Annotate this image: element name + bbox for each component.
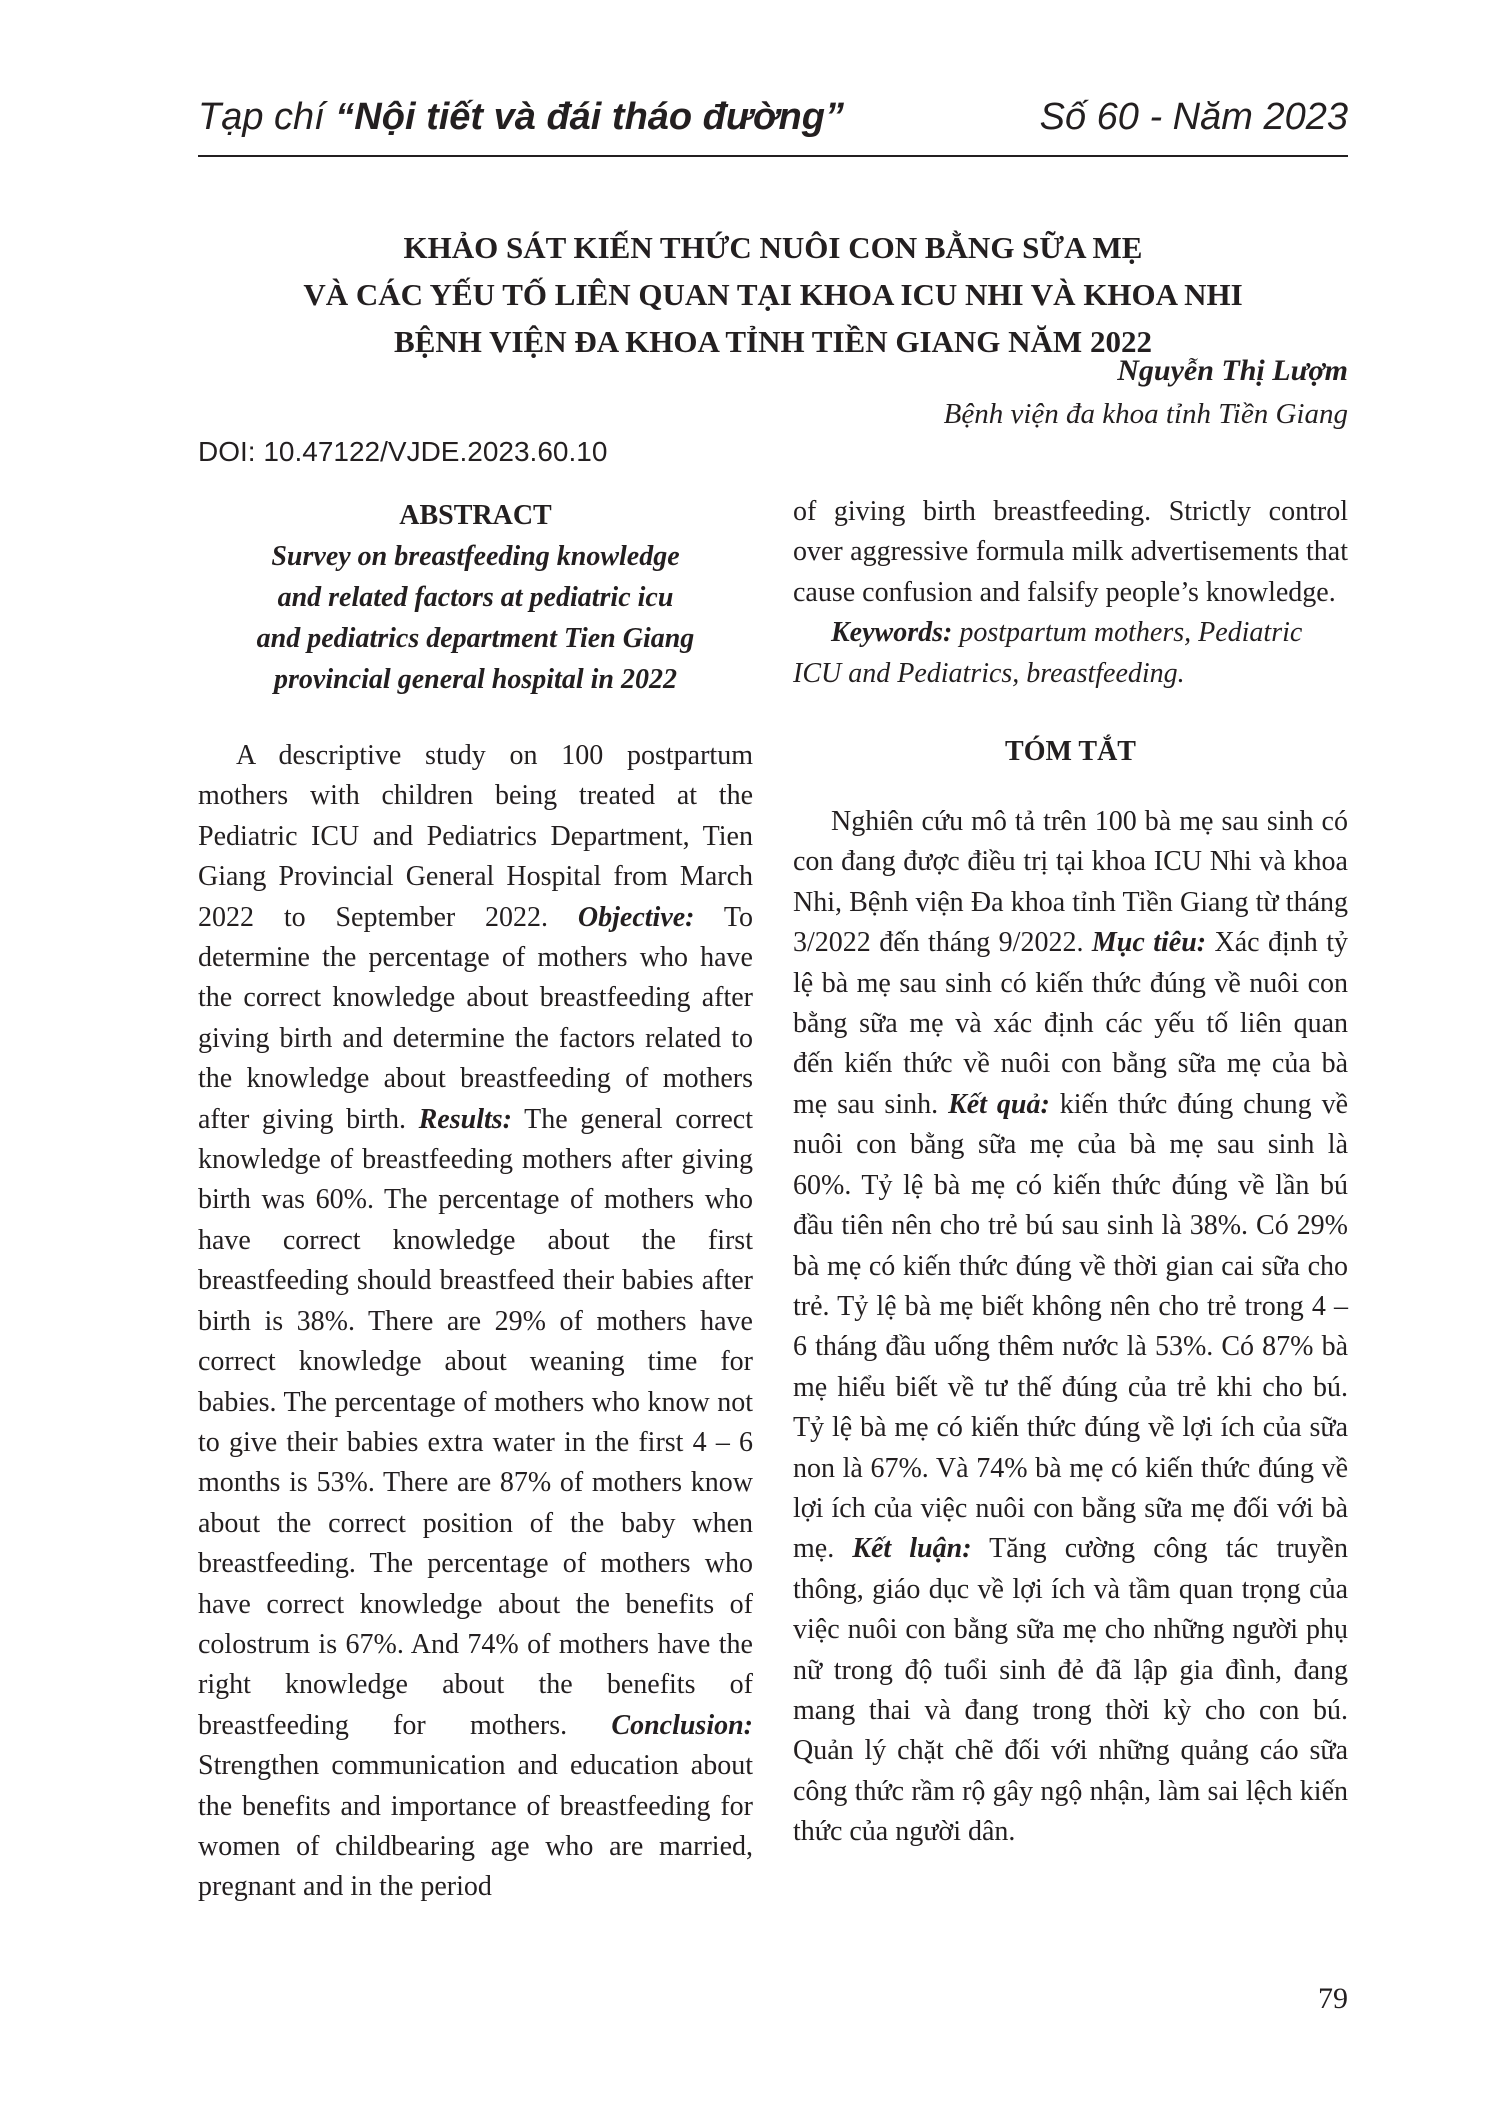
ket-qua-label: Kết quả: [948,1088,1050,1120]
abstract-heading: ABSTRACT [399,500,552,531]
tomtat-body: Nghiên cứu mô tả trên 100 bà mẹ sau sinh có con đang được điều trị tại khoa ICU Nhi và khoa Nhi, Bệnh viện Đa khoa tỉnh Tiền Giang từ tháng 3/2022 đến tháng 9/2022. Mục tiêu: Xác định tỷ lệ bà mẹ sau sinh có kiến thức đúng về nuôi con bằng sữa mẹ và xác định các yếu tố liên quan đến kiến thức về nuôi con bằng sữa mẹ của bà mẹ sau sinh. Kết quả: kiến thức đúng chung về nuôi con bằng sữa mẹ của bà mẹ sau sinh là 60%. Tỷ lệ bà mẹ có kiến thức đúng về lần bú đầu tiên nên cho trẻ bú sau sinh là 38%. Có 29% bà mẹ có kiến thức đúng về thời gian cai sữa cho trẻ. Tỷ lệ bà mẹ biết không nên cho trẻ trong 4 – 6 tháng đầu uống thêm nước là 53%. Có 87% bà mẹ hiểu biết về tư thế đúng của trẻ khi cho bú. Tỷ lệ bà mẹ có kiến thức đúng về lợi ích của sữa non là 67%. Và 74% bà mẹ có kiến thức đúng về lợi ích của việc nuôi con bằng sữa mẹ đối với bà mẹ. Kết luận: Tăng cường công tác truyền thông, giáo dục về lợi ích và tầm quan trọng của việc nuôi con bằng sữa mẹ cho những người phụ nữ trong độ tuổi sinh đẻ đã lập gia đình, đang mang thai và đang trong thời kỳ cho con bú. Quản lý chặt chẽ đối với những quảng cáo sữa công thức rầm rộ gây ngộ nhận, làm sai lệch kiến thức của người dân. [793,806,1348,1848]
muc-tieu-label: Mục tiêu: [1091,927,1207,959]
journal-name: Tạp chí “Nội tiết và đái tháo đường” [198,96,844,138]
author-name: Nguyễn Thị Lượm [1117,354,1348,387]
conclusion-label: Conclusion: [611,1709,753,1741]
title-line: VÀ CÁC YẾU TỐ LIÊN QUAN TẠI KHOA ICU NHI VÀ KHOA NHI [303,277,1243,312]
header-rule [198,155,1348,157]
english-title-line: and related factors at pediatric icu [277,582,674,613]
issue-label: Số 60 - Năm 2023 [1039,96,1348,138]
tomtat-heading: TÓM TẮT [1005,736,1136,768]
results-label: Results: [418,1103,512,1135]
english-title-line: Survey on breastfeeding knowledge [271,541,680,572]
objective-label: Objective: [577,901,695,933]
title-line: KHẢO SÁT KIẾN THỨC NUÔI CON BẰNG SỮA MẸ [403,230,1143,265]
page-number: 79 [1318,1982,1348,2015]
doi: DOI: 10.47122/VJDE.2023.60.10 [198,436,608,467]
author-affiliation: Bệnh viện đa khoa tỉnh Tiền Giang [943,398,1348,430]
keywords: Keywords: postpartum mothers, Pediatric ICU and Pediatrics, breastfeeding. [793,617,1303,689]
title-line: BỆNH VIỆN ĐA KHOA TỈNH TIỀN GIANG NĂM 2022 [394,324,1152,359]
english-title-line: and pediatrics department Tien Giang [256,623,695,654]
left-column [198,496,753,1908]
abstract-body: A descriptive study on 100 postpartum mothers with children being treated at the Pediatric ICU and Pediatrics Department, Tien Giang Provincial General Hospital from March 2022 to September 2022. Objective: To determine the percentage of mothers who have the correct knowledge about breastfeeding after giving birth and determine the factors related to the knowledge about breastfeeding of mothers after giving birth. Results: The general correct knowledge of breastfeeding mothers after giving birth was 60%. The percentage of mothers who have correct knowledge about the first breastfeeding should breastfeed their babies after birth is 38%. There are 29% of mothers have correct knowledge about weaning time for babies. The percentage of mothers who know not to give their babies extra water in the first 4 – 6 months is 53%. There are 87% of mothers know about the correct position of the baby when breastfeeding. The percentage of mothers who have correct knowledge about the benefits of colostrum is 67%. And 74% of mothers have the right knowledge about the benefits of breastfeeding for mothers. Conclusion: Strengthen communication and education about the benefits and importance of breastfeeding for women of childbearing age who are married, pregnant and in the period [198,740,753,1903]
ket-luan-label: Kết luận: [852,1533,972,1565]
abstract-conclusion-cont: of giving birth breastfeeding. Strictly control over aggressive formula milk advertisements that cause confusion and falsify people’s knowledge. [793,496,1348,608]
keywords-label: Keywords: [831,617,953,649]
right-column [793,496,1348,1853]
running-header [198,96,1348,144]
article-title [198,224,1348,365]
english-title-line: provincial general hospital in 2022 [274,664,677,695]
english-title [198,536,753,700]
